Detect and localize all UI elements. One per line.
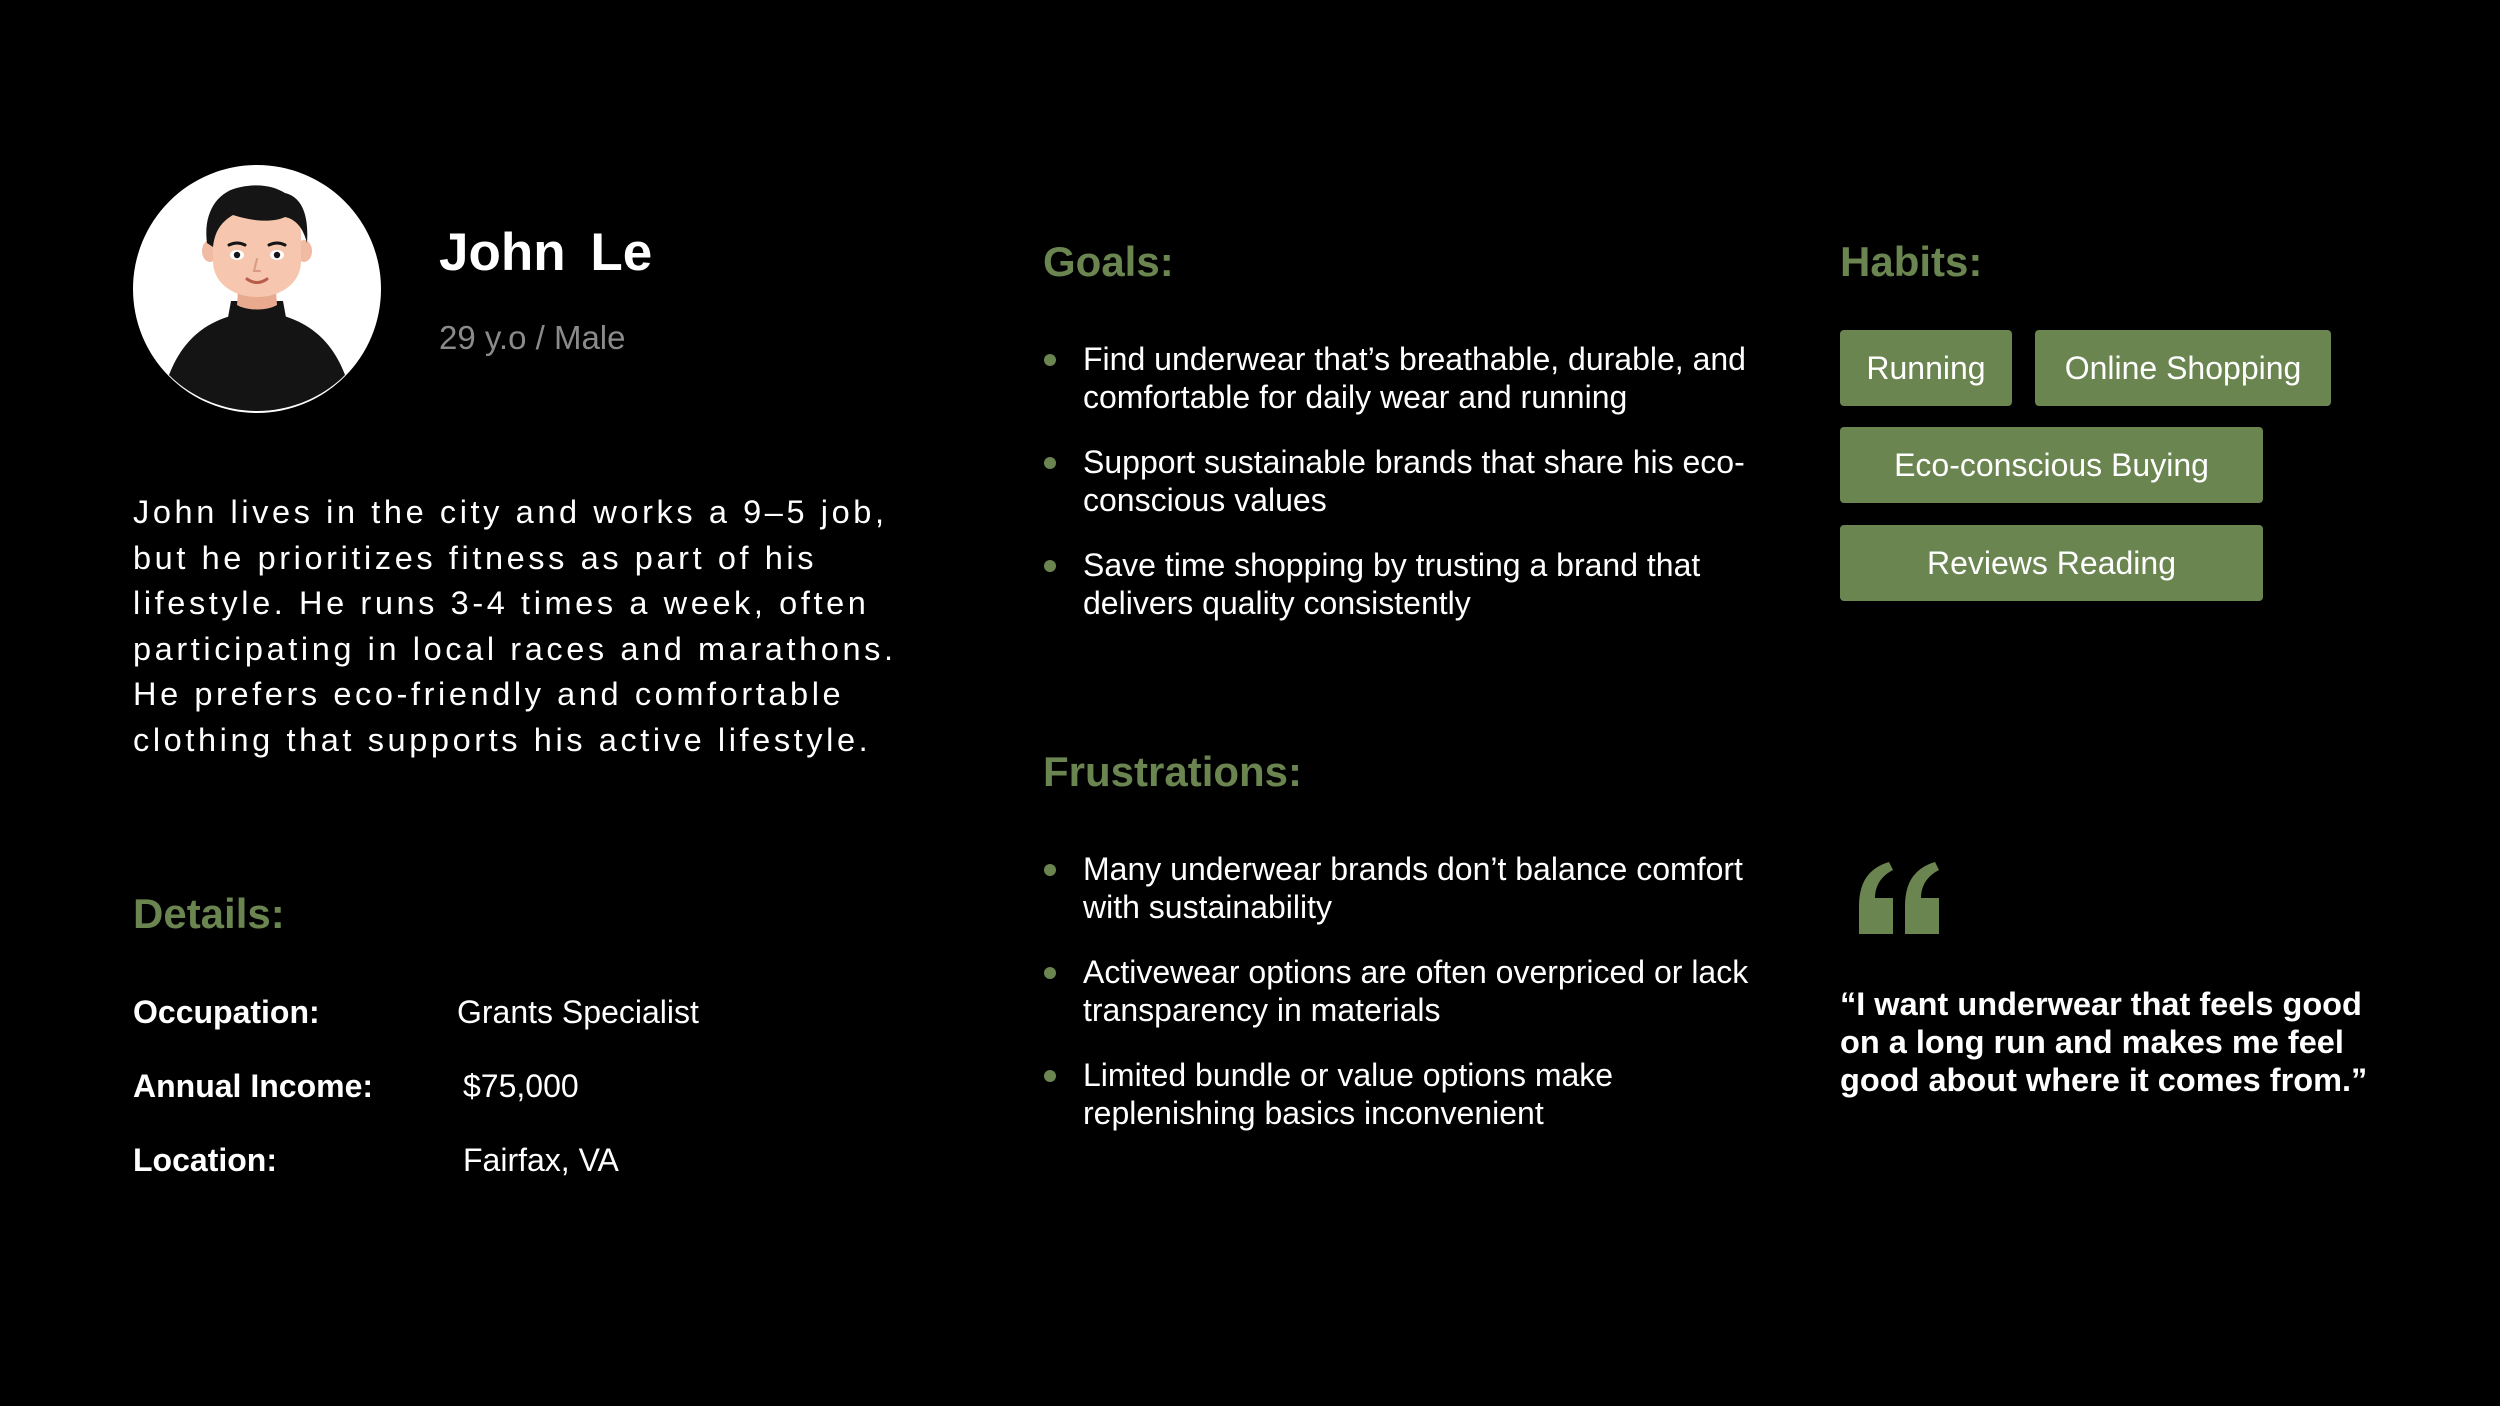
goal-item bbox=[1043, 546, 1773, 622]
bullet-dot bbox=[1044, 1070, 1056, 1082]
frustrations-list bbox=[1043, 850, 1773, 1159]
avatar bbox=[133, 165, 381, 413]
goal-item bbox=[1043, 340, 1773, 416]
bullet-dot bbox=[1044, 864, 1056, 876]
bullet-dot bbox=[1044, 560, 1056, 572]
frustration-text: Limited bundle or value options make replenishing basics inconvenient bbox=[1083, 1057, 1614, 1131]
bullet-dot bbox=[1044, 354, 1056, 366]
bullet-dot bbox=[1044, 457, 1056, 469]
goal-text: Support sustainable brands that share his eco-conscious values bbox=[1083, 444, 1745, 518]
goal-text: Save time shopping by trusting a brand that delivers quality consistently bbox=[1083, 547, 1701, 621]
goals-list bbox=[1043, 340, 1773, 649]
persona-name: John Le bbox=[439, 223, 653, 282]
frustration-text: Activewear options are often overpriced or lack transparency in materials bbox=[1083, 954, 1749, 1028]
frustration-item bbox=[1043, 953, 1773, 1029]
frustration-item bbox=[1043, 1056, 1773, 1132]
details-heading: Details: bbox=[133, 890, 285, 937]
goal-item bbox=[1043, 443, 1773, 519]
goals-heading: Goals: bbox=[1043, 238, 1174, 285]
habits-heading: Habits: bbox=[1840, 238, 1983, 285]
detail-value: $75,000 bbox=[463, 1068, 579, 1104]
frustration-text: Many underwear brands don’t balance comfort with sustainability bbox=[1083, 851, 1743, 925]
habit-tag-online-shopping: Online Shopping bbox=[2035, 330, 2331, 406]
frustration-item bbox=[1043, 850, 1773, 926]
frustrations-heading: Frustrations: bbox=[1043, 748, 1303, 795]
bullet-dot bbox=[1044, 967, 1056, 979]
persona-age-gender: 29 y.o / Male bbox=[439, 319, 626, 356]
habit-tag-running: Running bbox=[1840, 330, 2012, 406]
detail-label: Occupation: bbox=[133, 994, 320, 1030]
goal-text: Find underwear that’s breathable, durable, and comfortable for daily wear and running bbox=[1083, 341, 1746, 415]
persona-quote: “I want underwear that feels good on a long run and makes me feel good about where it comes from.” bbox=[1840, 986, 2368, 1098]
detail-label: Location: bbox=[133, 1142, 277, 1178]
habit-tag-reviews-reading: Reviews Reading bbox=[1840, 525, 2263, 601]
quote-mark-icon bbox=[1855, 860, 1945, 940]
habit-tag-eco-conscious-buying: Eco-conscious Buying bbox=[1840, 427, 2263, 503]
detail-label: Annual Income: bbox=[133, 1068, 374, 1104]
detail-value: Fairfax, VA bbox=[463, 1142, 619, 1178]
persona-bio: John lives in the city and works a 9–5 job, but he prioritizes fitness as part of his lifestyle. He runs 3-4 times a week, often participating in local races and marathons. He prefers eco-friendly and comfortable clothing that supports his active lifestyle. bbox=[133, 494, 897, 758]
detail-value: Grants Specialist bbox=[457, 994, 699, 1030]
